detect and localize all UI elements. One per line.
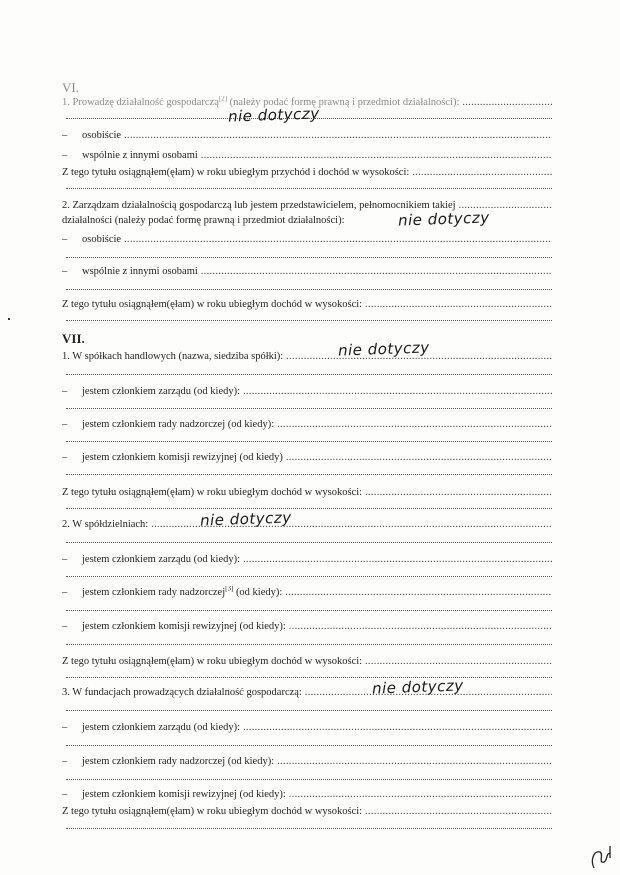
vii-q1-answer-line (66, 364, 552, 375)
vi-q2-question-line2: działalności (należy podać formę prawną i przedmiot działalności): (62, 215, 345, 226)
vi-q2-wspolnie: – wspólnie z innymi osobami ..... (62, 265, 552, 279)
vii-q2-income-line (66, 667, 552, 678)
vii-q3-question: 3. W fundacjach prowadzących działalność gospodarczą: ..... (62, 686, 552, 700)
vi-q2-income: Z tego tytułu osiągnąłem(ęłam) w roku ubiegłym dochód w wysokości: ..... (62, 298, 552, 312)
vii-q3-komisja: – jestem członkiem komisji rewizyjnej (od kiedy): ..... (62, 788, 552, 802)
vi-q1-income-line (66, 178, 552, 189)
vi-q1-wspolnie: – wspólnie z innymi osobami ..... (62, 149, 552, 163)
vi-q2-question-line1: 2. Zarządzam działalnością gospodarczą lub jestem przedstawicielem, pełnomocnikiem takiej ..... (62, 199, 552, 213)
vi-q1-income: Z tego tytułu osiągnąłem(ęłam) w roku ubiegłym przychód i dochód w wysokości: ..... (62, 166, 552, 180)
vii-q3-income-line (66, 818, 552, 829)
section-vi-heading: VI. (62, 80, 79, 95)
vii-q2-komisja-line (66, 634, 552, 645)
vii-q1-handwritten-answer: nie dotyczy (337, 338, 430, 360)
vii-q2-komisja: – jestem członkiem komisji rewizyjnej (od kiedy): ..... (62, 620, 552, 634)
vi-q1-handwritten-answer: nie dotyczy (227, 104, 320, 126)
section-vii-heading: VII. (62, 331, 85, 346)
scan-speck (8, 318, 10, 320)
vii-q1-rada-line (66, 431, 552, 442)
vii-q2-rada-line (66, 600, 552, 611)
vii-q2-zarzad-line (66, 566, 552, 577)
vii-q1-komisja-line (66, 464, 552, 475)
vii-q2-income: Z tego tytułu osiągnąłem(ęłam) w roku ubiegłym dochód w wysokości: ..... (62, 655, 552, 669)
vi-q2-income-line (66, 310, 552, 321)
vi-q2-osobiscie-line (66, 247, 552, 258)
vii-q1-zarzad-line (66, 398, 552, 409)
initials-mark-icon (588, 842, 618, 872)
vii-q3-zarzad: – jestem członkiem zarządu (od kiedy): ..... (62, 721, 552, 735)
vii-q1-komisja: – jestem członkiem komisji rewizyjnej (od kiedy) ..... (62, 451, 552, 465)
vii-q2-question: 2. W spółdzielniach: ..... (62, 518, 552, 532)
vii-q1-zarzad: – jestem członkiem zarządu (od kiedy): ..... (62, 385, 552, 399)
vi-q2-osobiscie: – osobiście ..... (62, 233, 552, 247)
vii-q3-answer-line (66, 700, 552, 711)
vii-q1-income: Z tego tytułu osiągnąłem(ęłam) w roku ubiegłym dochód w wysokości: ..... (62, 486, 552, 500)
vii-q3-income: Z tego tytułu osiągnąłem(ęłam) w roku ubiegłym dochód w wysokości: ..... (62, 805, 552, 819)
vii-q1-question: 1. W spółkach handlowych (nazwa, siedziba spółki): ..... (62, 350, 552, 364)
vii-q2-handwritten-answer: nie dotyczy (199, 508, 292, 530)
vii-q2-rada: – jestem członkiem rady nadzorczej[3] (od kiedy): ..... (62, 586, 552, 600)
vii-q2-answer-line (66, 532, 552, 543)
vii-q1-rada: – jestem członkiem rady nadzorczej (od kiedy): ..... (62, 418, 552, 432)
vii-q3-zarzad-line (66, 735, 552, 746)
vi-q2-wspolnie-line (66, 279, 552, 290)
vii-q2-zarzad: – jestem członkiem zarządu (od kiedy): ..... (62, 553, 552, 567)
vii-q3-handwritten-answer: nie dotyczy (371, 676, 464, 698)
vi-q1-osobiscie: – osobiście ..... (62, 129, 552, 143)
vii-q3-rada-line (66, 769, 552, 780)
vi-q1-question: 1. Prowadzę działalność gospodarczą[2] (należy podać formę prawną i przedmiot działalności): ..... (62, 96, 552, 110)
vii-q3-rada: – jestem członkiem rady nadzorczej (od kiedy): ..... (62, 755, 552, 769)
vi-q2-handwritten-answer: nie dotyczy (397, 208, 490, 230)
vii-q1-income-line (66, 498, 552, 509)
